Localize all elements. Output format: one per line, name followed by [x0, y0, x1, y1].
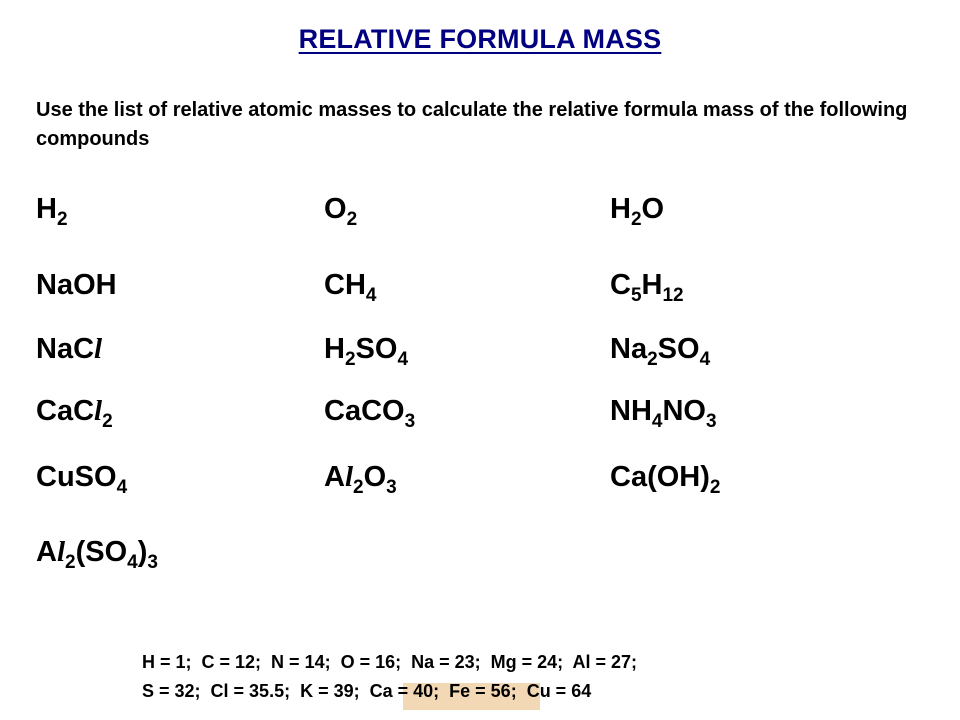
compound-caoh2: $Ca(OH)_2$ — [610, 461, 721, 498]
compound-al2o3: $Al_2O_3$ — [324, 461, 397, 498]
page-title: RELATIVE FORMULA MASS — [298, 24, 662, 54]
compound-cuso4: CuSO$_4$ — [36, 461, 128, 498]
compound-caco3: CaCO$_3$ — [324, 395, 416, 432]
compound-h2o: $H_2O$ — [610, 193, 665, 230]
atomic-masses-line-2: S = 32; Cl = 35.5; K = 39; Ca = 40; Fe = 56; Cu = 64 — [142, 681, 592, 701]
compound-naoh: NaOH — [36, 269, 117, 301]
atomic-masses-line-1: H = 1; C = 12; N = 14; O = 16; Na = 23; Mg = 24; Al = 27; — [142, 652, 638, 672]
compound-nacl: NaCl — [36, 333, 103, 365]
instructions-text: Use the list of relative atomic masses to calculate the relative formula mass of the following compounds — [36, 99, 908, 150]
compound-c5h12: $C_5H_{12}$ — [610, 269, 684, 306]
compound-ch4: $CH_4$ — [324, 269, 377, 306]
compound-cacl2: CaCl$_2$ — [36, 395, 113, 432]
compound-nh4no3: $NH_4NO_3$ — [610, 395, 717, 432]
compound-h2so4: $H_2SO_4$ — [324, 333, 409, 370]
compound-h2: $H_2$ — [36, 193, 68, 230]
compound-o2: $O_2$ — [324, 193, 358, 230]
atomic-masses-list — [142, 648, 637, 706]
compound-na2so4: $Na_2SO_4$ — [610, 333, 711, 370]
compound-al2so43: $Al_2(SO_4)_3$ — [36, 536, 158, 573]
